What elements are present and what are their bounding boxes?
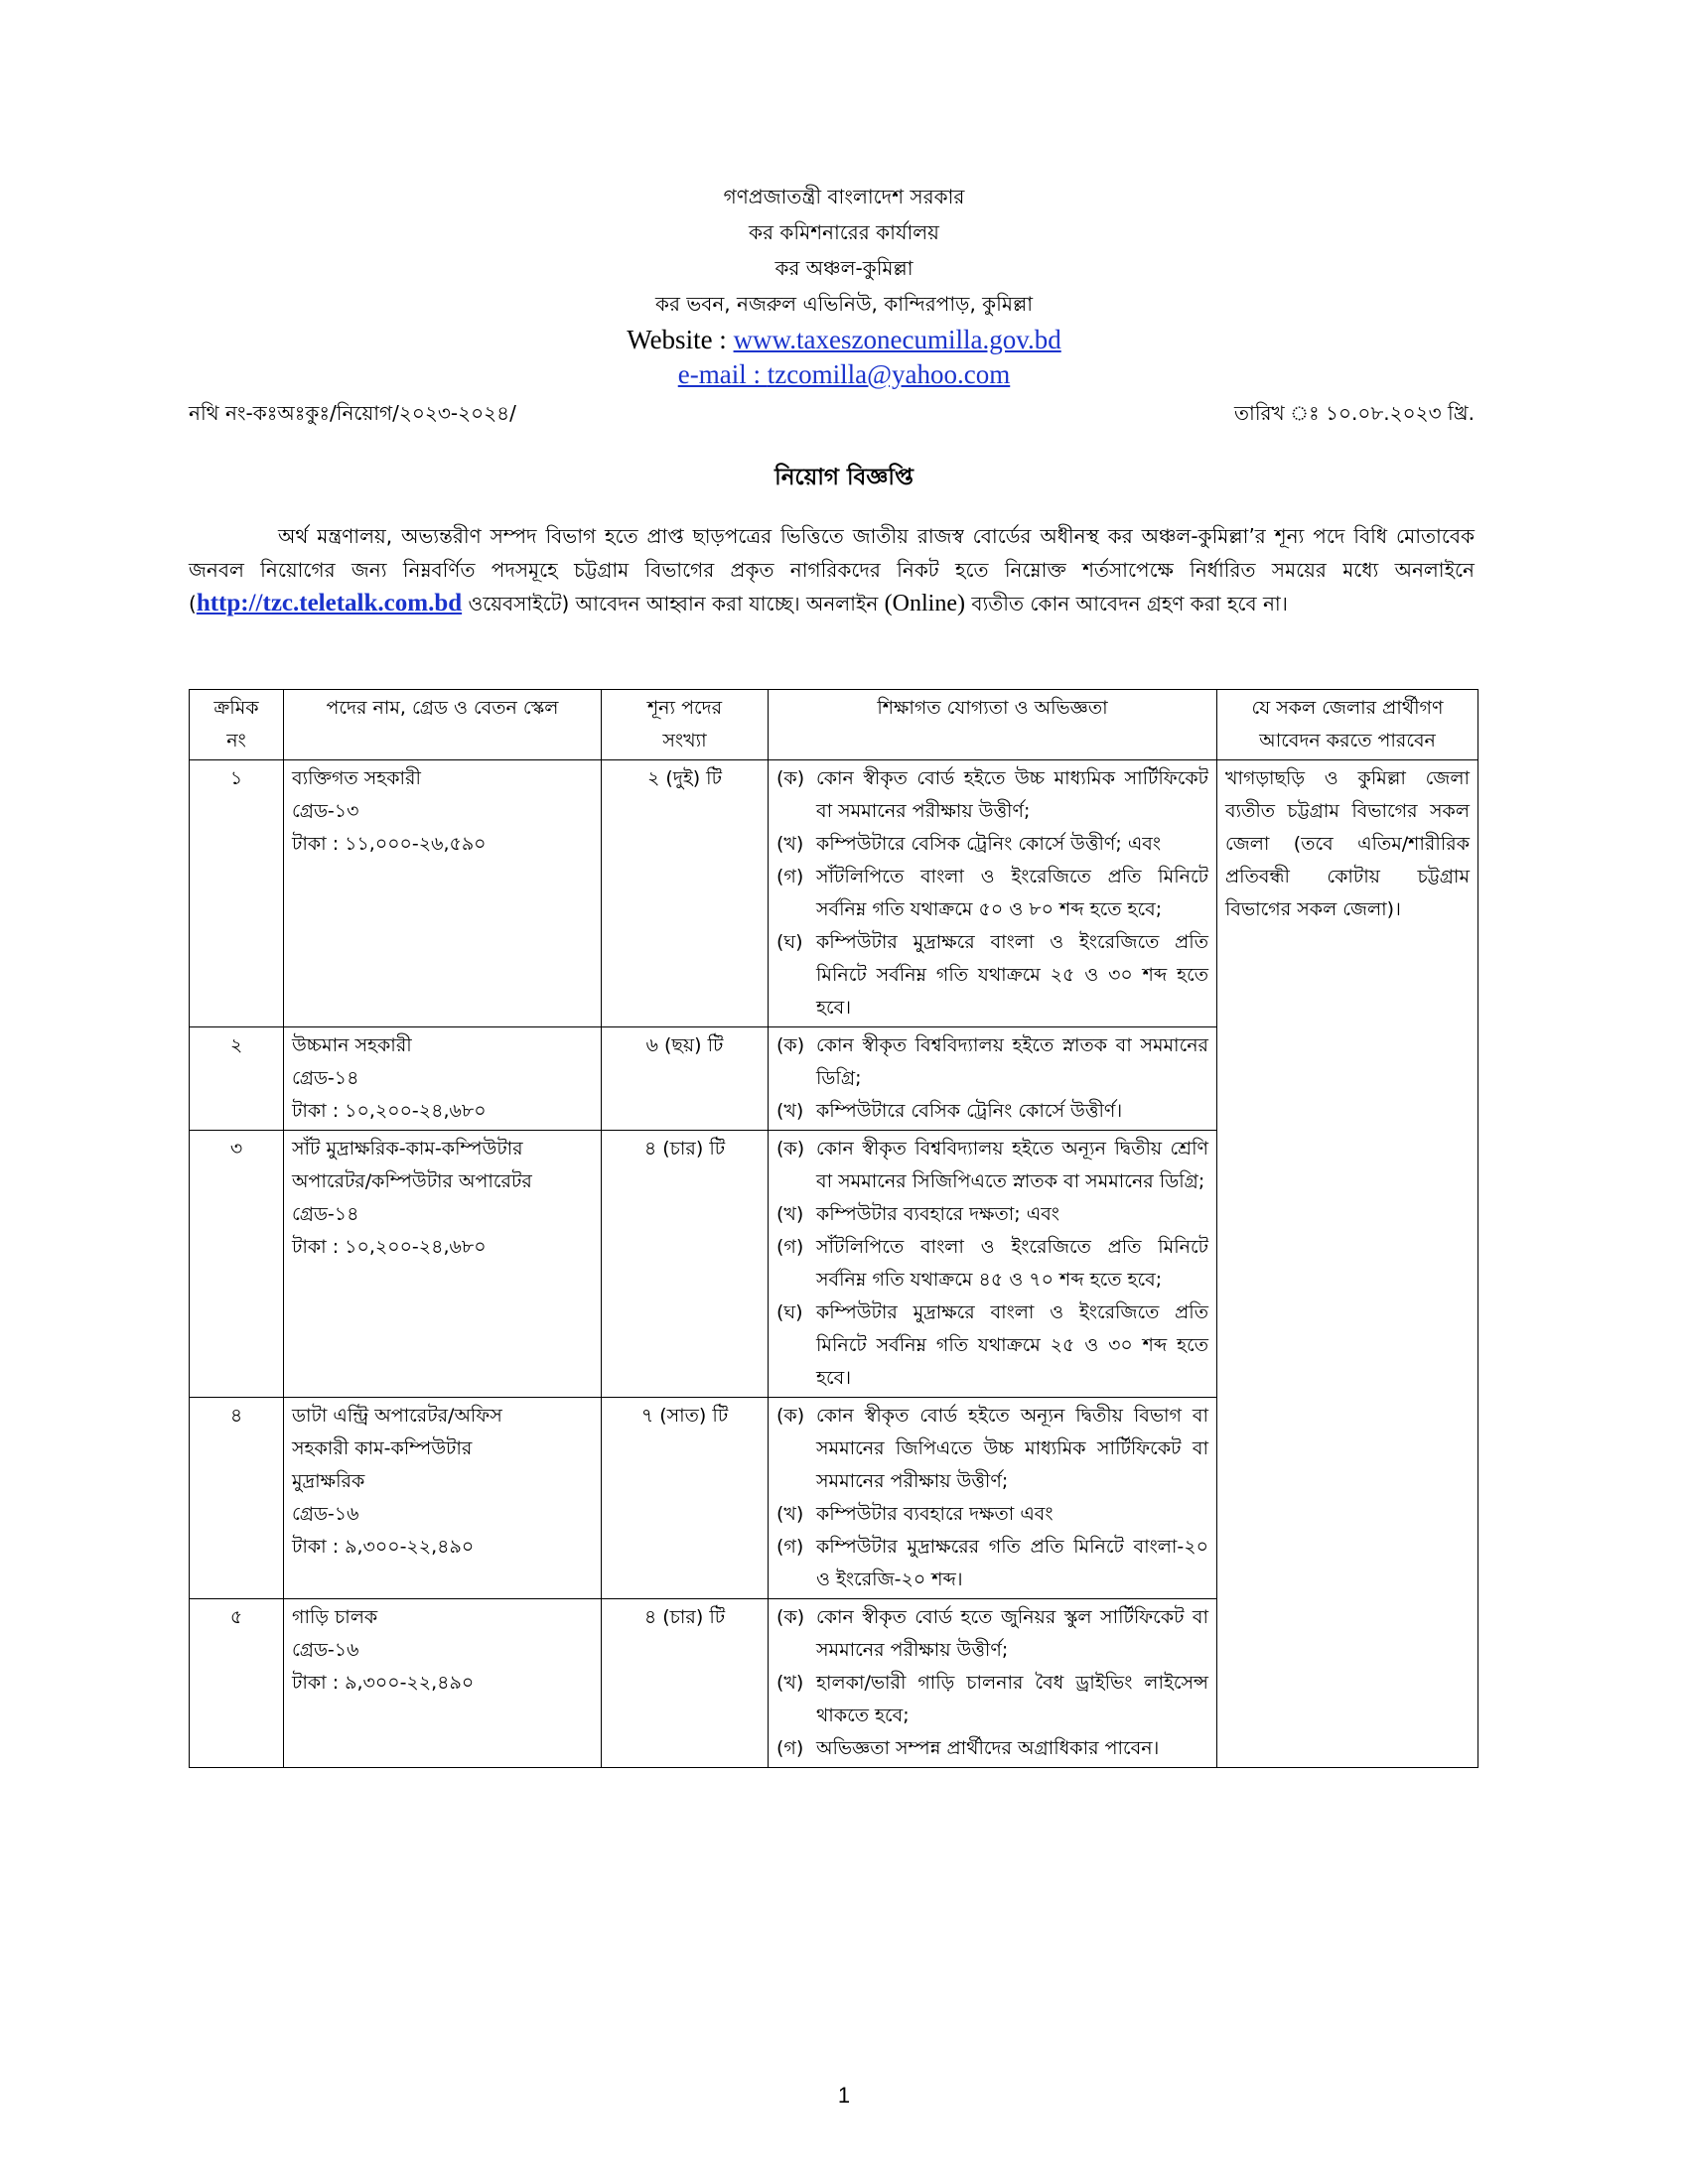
qualification-list — [776, 1400, 1208, 1596]
post-line: গাড়ি চালক — [292, 1606, 378, 1628]
qualification-list — [776, 1601, 1208, 1765]
vacancy-cell: ৭ (সাত) টি — [602, 1398, 769, 1599]
qualification-list — [776, 762, 1208, 1024]
email-label: e-mail : — [677, 359, 768, 389]
qualification-item — [776, 1297, 1208, 1395]
serial-cell: ১ — [190, 760, 284, 1027]
post-line: সাঁট মুদ্রাক্ষরিক-কাম-কম্পিউটার — [292, 1138, 523, 1160]
qualification-list — [776, 1029, 1208, 1128]
post-line: টাকা : ১০,২০০-২৪,৬৮০ — [292, 1236, 487, 1258]
post-line: টাকা : ৯,৩০০-২২,৪৯০ — [292, 1672, 475, 1694]
qualification-text: কম্পিউটার ব্যবহারে দক্ষতা এবং — [816, 1503, 1054, 1525]
qualification-text: কোন স্বীকৃত বোর্ড হইতে উচ্চ মাধ্যমিক সার্টিফিকেট বা সমমানের পরীক্ষায় উত্তীর্ণ; — [816, 767, 1208, 822]
qualification-item — [776, 861, 1208, 926]
post-line: গ্রেড-১৬ — [292, 1503, 359, 1525]
post-line: গ্রেড-১৩ — [292, 800, 359, 822]
header-serial-line1: ক্রমিক — [213, 697, 259, 719]
intro-text-3: ব্যতীত কোন আবেদন গ্রহণ করা হবে না। — [964, 592, 1288, 615]
post-line: অপারেটর/কম্পিউটার অপারেটর — [292, 1170, 532, 1192]
intro-text-2: ওয়েবসাইটে) আবেদন আহ্বান করা যাচ্ছে। অনলাইন — [462, 592, 885, 615]
vacancy-cell: ২ (দুই) টি — [602, 760, 769, 1027]
header-qualification: শিক্ষাগত যোগ্যতা ও অভিজ্ঞতা — [769, 690, 1217, 760]
header-districts-line2: আবেদন করতে পারবেন — [1259, 730, 1436, 751]
qualification-label: (ক) — [776, 1606, 805, 1628]
header-vacancy-line2: সংখ্যা — [662, 730, 707, 751]
govt-name: গণপ্রজাতন্ত্রী বাংলাদেশ সরকার — [723, 185, 965, 208]
vacancy-cell: ৪ (চার) টি — [602, 1131, 769, 1398]
qualification-label: (গ) — [776, 1536, 804, 1558]
email-link[interactable] — [678, 359, 1011, 389]
post-line: সহকারী কাম-কম্পিউটার — [292, 1437, 473, 1459]
qualification-text: কম্পিউটারে বেসিক ট্রেনিং কোর্সে উত্তীর্ণ। — [816, 1100, 1123, 1122]
qualification-item — [776, 1231, 1208, 1297]
qualification-text: কম্পিউটার ব্যবহারে দক্ষতা; এবং — [816, 1203, 1059, 1225]
qualification-text: কোন স্বীকৃত বোর্ড হতে জুনিয়র স্কুল সার্টিফিকেট বা সমমানের পরীক্ষায় উত্তীর্ণ; — [816, 1606, 1208, 1661]
qualification-cell — [769, 760, 1217, 1027]
intro-online: (Online) — [884, 591, 965, 616]
qualification-item — [776, 1601, 1208, 1667]
post-cell — [284, 1027, 602, 1131]
qualification-cell — [769, 1027, 1217, 1131]
post-line: ডাটা এন্ট্রি অপারেটর/অফিস — [292, 1405, 502, 1427]
vacancy-cell: ৬ (ছয়) টি — [602, 1027, 769, 1131]
qualification-text: কম্পিউটারে বেসিক ট্রেনিং কোর্সে উত্তীর্ণ; এবং — [816, 833, 1162, 855]
qualification-label: (গ) — [776, 1236, 804, 1258]
website-line — [0, 322, 1688, 357]
qualification-item — [776, 1400, 1208, 1498]
qualification-item — [776, 926, 1208, 1024]
post-line: গ্রেড-১৪ — [292, 1203, 359, 1225]
qualification-text: হালকা/ভারী গাড়ি চালনার বৈধ ড্রাইভিং লাইসেন্স থাকতে হবে; — [816, 1672, 1208, 1726]
post-line: গ্রেড-১৬ — [292, 1639, 359, 1661]
qualification-label: (খ) — [776, 1672, 804, 1694]
qualification-cell — [769, 1131, 1217, 1398]
qualification-item — [776, 1029, 1208, 1095]
table-row — [190, 760, 1478, 1027]
email-address: tzcomilla@yahoo.com — [767, 359, 1011, 389]
application-link[interactable]: http://tzc.teletalk.com.bd — [196, 590, 463, 616]
header-serial — [190, 690, 284, 760]
vacancy-table — [189, 689, 1478, 1768]
qualification-text: কম্পিউটার মুদ্রাক্ষরে বাংলা ও ইংরেজিতে প্রতি মিনিটে সর্বনিম্ন গতি যথাক্রমে ২৫ ও ৩০ শব্দ হতে হবে। — [816, 931, 1208, 1019]
qualification-text: কম্পিউটার মুদ্রাক্ষরে বাংলা ও ইংরেজিতে প্রতি মিনিটে সর্বনিম্ন গতি যথাক্রমে ২৫ ও ৩০ শব্দ হতে হবে। — [816, 1301, 1208, 1389]
memo-number: নথি নং-কঃঅঃকুঃ/নিয়োগ/২০২৩-২০২৪/ — [189, 401, 516, 425]
post-line: টাকা : ৯,৩০০-২২,৪৯০ — [292, 1536, 475, 1558]
qualification-list — [776, 1133, 1208, 1395]
intro-paragraph — [189, 519, 1475, 620]
header-serial-line2: নং — [226, 730, 246, 751]
page-title: নিয়োগ বিজ্ঞপ্তি — [774, 465, 914, 490]
qualification-item — [776, 1732, 1208, 1765]
qualification-label: (গ) — [776, 866, 804, 887]
vacancy-cell: ৪ (চার) টি — [602, 1599, 769, 1768]
office-name: কর কমিশনারের কার্যালয় — [749, 220, 939, 244]
qualification-cell — [769, 1599, 1217, 1768]
post-cell — [284, 1398, 602, 1599]
serial-cell: ৫ — [190, 1599, 284, 1768]
post-line: ব্যক্তিগত সহকারী — [292, 767, 421, 789]
qualification-label: (ক) — [776, 1405, 805, 1427]
qualification-label: (ক) — [776, 1034, 805, 1056]
zone-name: কর অঞ্চল-কুমিল্লা — [774, 256, 914, 280]
office-address: কর ভবন, নজরুল এভিনিউ, কান্দিরপাড়, কুমিল্লা — [654, 292, 1034, 316]
qualification-label: (গ) — [776, 1737, 804, 1759]
eligible-districts-cell: খাগড়াছড়ি ও কুমিল্লা জেলা ব্যতীত চট্টগ্রাম বিভাগের সকল জেলা (তবে এতিম/শারীরিক প্রতিবন্ধী কোটায় চট্টগ্রাম বিভাগের সকল জেলা)। — [1217, 760, 1478, 1768]
qualification-text: সাঁটলিপিতে বাংলা ও ইংরেজিতে প্রতি মিনিটে সর্বনিম্ন গতি যথাক্রমে ৪৫ ও ৭০ শব্দ হতে হবে; — [816, 1236, 1208, 1291]
post-line: উচ্চমান সহকারী — [292, 1034, 412, 1056]
email-line — [0, 357, 1688, 391]
post-line: গ্রেড-১৪ — [292, 1067, 359, 1089]
page-number: 1 — [837, 2083, 851, 2108]
serial-cell: ৪ — [190, 1398, 284, 1599]
qualification-item — [776, 1667, 1208, 1732]
qualification-label: (ঘ) — [776, 1301, 803, 1323]
qualification-item — [776, 1498, 1208, 1531]
qualification-cell — [769, 1398, 1217, 1599]
qualification-item — [776, 1133, 1208, 1198]
qualification-text: কোন স্বীকৃত বিশ্ববিদ্যালয় হইতে অন্যূন দ্বিতীয় শ্রেণি বা সমমানের সিজিপিএতে স্নাতক বা সমমানের ডিগ্রি; — [816, 1138, 1208, 1192]
table-header-row — [190, 690, 1478, 760]
qualification-label: (ঘ) — [776, 931, 803, 953]
serial-cell: ৩ — [190, 1131, 284, 1398]
qualification-item — [776, 1198, 1208, 1231]
post-line: টাকা : ১১,০০০-২৬,৫৯০ — [292, 833, 487, 855]
qualification-label: (খ) — [776, 1100, 804, 1122]
qualification-text: কোন স্বীকৃত বোর্ড হইতে অন্যূন দ্বিতীয় বিভাগ বা সমমানের জিপিএতে উচ্চ মাধ্যমিক সার্টিফিকেট বা সমমানের পরীক্ষায় উত্তীর্ণ; — [816, 1405, 1208, 1492]
qualification-label: (ক) — [776, 1138, 805, 1160]
qualification-label: (খ) — [776, 833, 804, 855]
qualification-text: কোন স্বীকৃত বিশ্ববিদ্যালয় হইতে স্নাতক বা সমমানের ডিগ্রি; — [816, 1034, 1208, 1089]
table-body — [190, 760, 1478, 1768]
qualification-text: কম্পিউটার মুদ্রাক্ষরের গতি প্রতি মিনিটে বাংলা-২০ ও ইংরেজি-২০ শব্দ। — [816, 1536, 1208, 1590]
qualification-text: অভিজ্ঞতা সম্পন্ন প্রার্থীদের অগ্রাধিকার পাবেন। — [816, 1737, 1160, 1759]
header-vacancy-line1: শূন্য পদের — [646, 697, 723, 719]
notice-date: তারিখ ঃ ১০.০৮.২০২৩ খ্রি. — [1234, 401, 1475, 425]
website-label: Website : — [627, 325, 734, 354]
header-vacancy — [602, 690, 769, 760]
qualification-item — [776, 828, 1208, 861]
header-districts-line1: যে সকল জেলার প্রার্থীগণ — [1251, 697, 1444, 719]
qualification-item — [776, 1531, 1208, 1596]
header-post: পদের নাম, গ্রেড ও বেতন স্কেল — [284, 690, 602, 760]
qualification-label: (খ) — [776, 1503, 804, 1525]
post-line: টাকা : ১০,২০০-২৪,৬৮০ — [292, 1100, 487, 1122]
qualification-text: সাঁটলিপিতে বাংলা ও ইংরেজিতে প্রতি মিনিটে সর্বনিম্ন গতি যথাক্রমে ৫০ ও ৮০ শব্দ হতে হবে; — [816, 866, 1208, 920]
header-districts — [1217, 690, 1478, 760]
website-link[interactable]: www.taxeszonecumilla.gov.bd — [733, 325, 1061, 354]
post-cell — [284, 1599, 602, 1768]
office-header — [0, 179, 1688, 391]
post-cell — [284, 760, 602, 1027]
post-cell — [284, 1131, 602, 1398]
qualification-item — [776, 1095, 1208, 1128]
serial-cell: ২ — [190, 1027, 284, 1131]
qualification-item — [776, 762, 1208, 828]
post-line: মুদ্রাক্ষরিক — [292, 1470, 365, 1492]
intro-text-1: অর্থ মন্ত্রণালয়, অভ্যন্তরীণ সম্পদ বিভাগ হতে প্রাপ্ত ছাড়পত্রের ভিত্তিতে জাতীয় রাজস্ব বোর্ডের অধীনস্থ কর অঞ্চল-কুমিল্লা’র শূন্য পদে বিধি মোতাবেক জনবল নিয়োগের জন্য নিম্নবর্ণিত পদসমূহে চট্টগ্রাম বিভাগের প্রকৃত নাগরিকদের নিকট হতে নিম্নোক্ত শর্তসাপেক্ষে নির্ধারিত সময়ের মধ্যে অনলাইনে ( — [189, 524, 1475, 615]
qualification-label: (ক) — [776, 767, 805, 789]
qualification-label: (খ) — [776, 1203, 804, 1225]
